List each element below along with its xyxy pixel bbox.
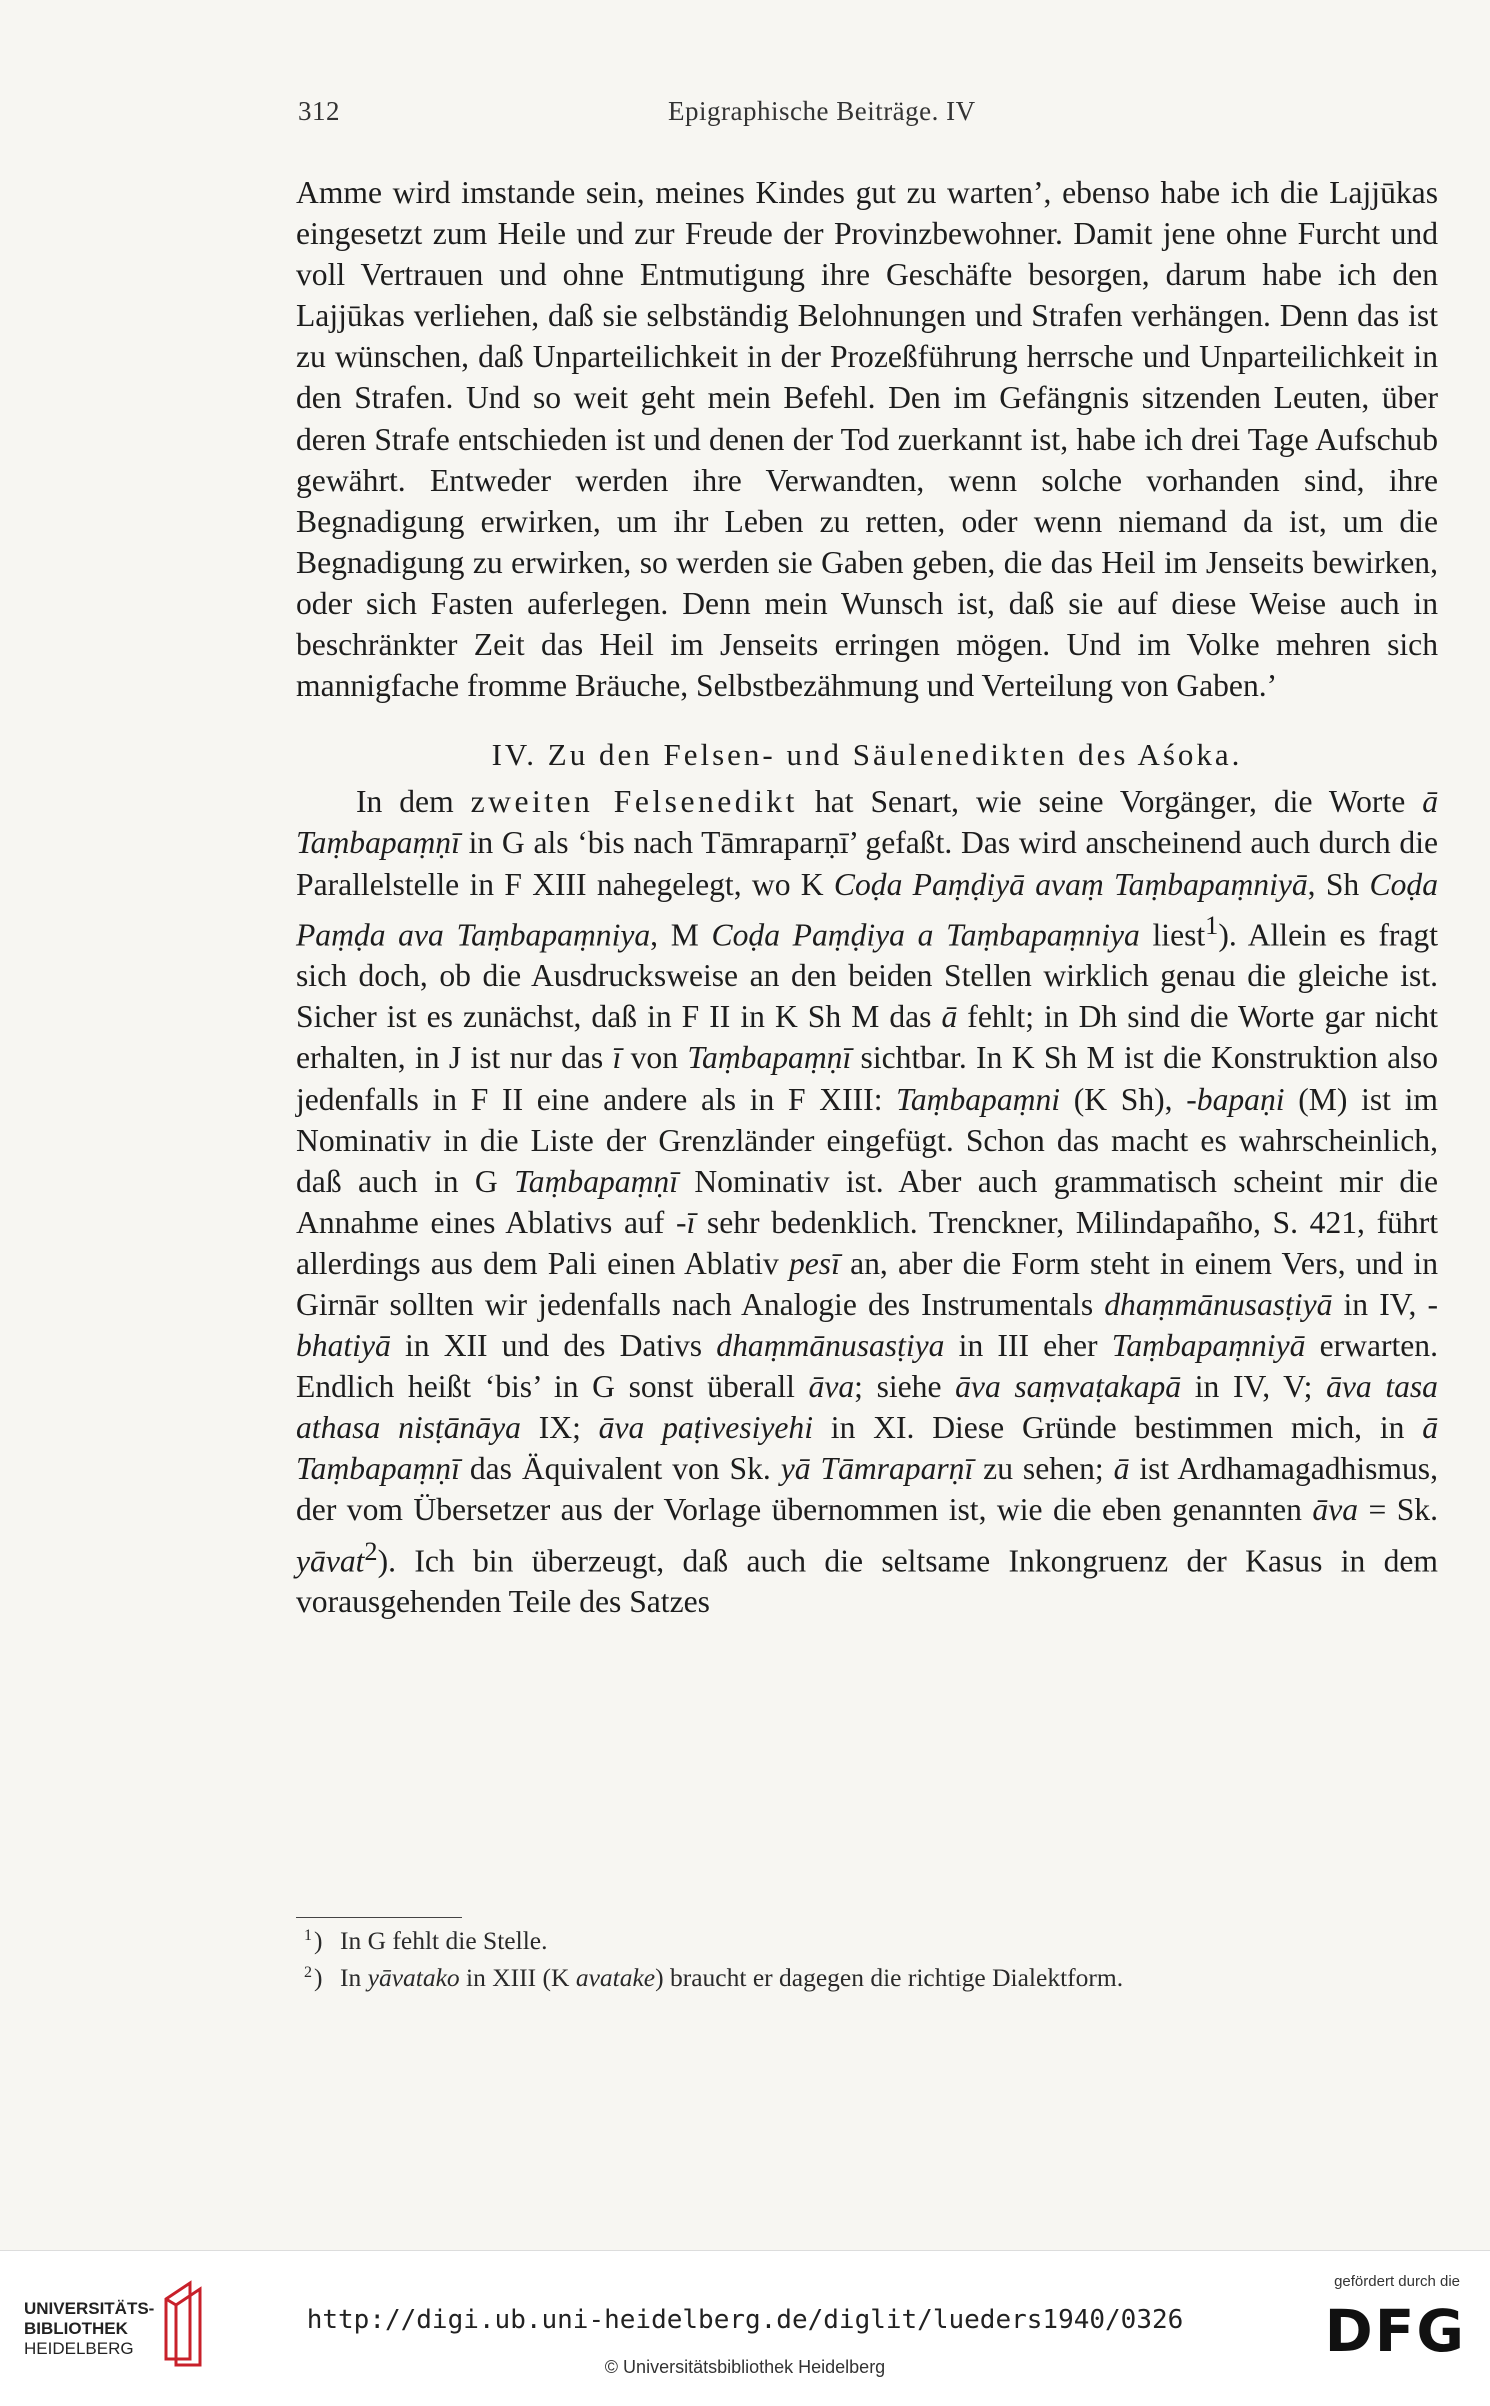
text-run: an, aber die Form steht in einem Vers, und in Girnār sollten wir jedenfalls nach Analogie des Instrumentals xyxy=(296,1245,1438,1322)
footnote-2 xyxy=(304,1959,1440,1996)
text-run-italic: ā xyxy=(941,999,958,1035)
text-run: (K Sh), xyxy=(1060,1081,1187,1117)
footnote-mark: 2 xyxy=(304,1964,312,1981)
text-run-italic: Taṃbapaṃṇī xyxy=(687,1040,852,1076)
text-run: ist Ardhamagadhismus, der vom Übersetzer aus der Vorlage übernommen ist, wie die eben genannten xyxy=(296,1451,1438,1528)
footnote-paren: ) xyxy=(314,1926,323,1955)
text-run-italic: ā Taṃbapaṃṇī xyxy=(296,784,1438,861)
text-run-italic: ā Taṃbapaṃṇī xyxy=(296,1410,1438,1487)
footnote-text: In G fehlt die Stelle. xyxy=(340,1926,548,1955)
dfg-logo: DFG xyxy=(1324,2297,1466,2365)
footnote-ref: 2 xyxy=(364,1536,378,1566)
footnote-mark: 1 xyxy=(304,1927,312,1944)
footnote-paren: ) xyxy=(314,1963,323,1992)
text-run: In dem xyxy=(356,784,471,820)
library-name-line2: BIBLIOTHEK xyxy=(24,2319,128,2338)
text-run: = Sk. xyxy=(1358,1492,1438,1528)
page-number: 312 xyxy=(298,96,340,126)
copyright-notice: © Universitätsbibliothek Heidelberg xyxy=(604,2357,886,2377)
text-run-italic: Coḍa Paṃḍa ava Taṃbapaṃniya xyxy=(296,866,1438,953)
text-run: fehlt; in Dh sind die Worte gar nicht erhalten, in J ist nur das xyxy=(296,999,1438,1076)
footnote-ref: 1 xyxy=(1205,910,1219,940)
footnote-divider xyxy=(296,1917,462,1918)
footnote-text: In xyxy=(340,1963,368,1992)
text-run-spaced: zweiten Felsenedikt xyxy=(470,784,798,820)
footnotes xyxy=(304,1922,1440,1996)
main-text xyxy=(296,172,1438,1622)
funding-caption: gefördert durch die xyxy=(1334,2273,1460,2290)
text-run-italic: āva xyxy=(1312,1492,1359,1528)
digitization-footer xyxy=(0,2250,1490,2406)
paragraph-continuation: Amme wird imstande sein, meines Kindes gut zu warten’, ebenso habe ich die Lajjūkas eingesetzt zum Heile und zur Freude der Provinzbewohner. Damit jene ohne Furcht und voll Vertrauen und ohne Entmutigung ihre Geschäfte besorgen, darum habe ich den Lajjūkas verliehen, daß sie selbständig Belohnungen und Strafen verhängen. Denn das ist zu wünschen, daß Unparteilichkeit in der Prozeßführung herrsche und Unparteilichkeit in den Strafen. Und so weit geht mein Befehl. Den im Gefängnis sitzenden Leuten, über deren Strafe entschieden ist und denen der Tod zuerkannt ist, habe ich drei Tage Aufschub gewährt. Entweder werden ihre Verwandten, wenn solche vorhanden sind, ihre Begnadigung erwirken, um ihr Leben zu retten, oder wenn niemand da ist, um die Begnadigung zu erwirken, so werden sie Gaben geben, die das Heil im Jenseits bewirken, oder sich Fasten auferlegen. Denn mein Wunsch ist, daß sie auf diese Weise auch in beschränkter Zeit das Heil im Jenseits erringen mögen. Und im Volke mehren sich mannigfache fromme Bräuche, Selbstbezähmung und Verteilung von Gaben.’ xyxy=(296,175,1438,704)
text-run-italic: ā xyxy=(1113,1451,1130,1487)
text-run: zu sehen; xyxy=(973,1451,1114,1487)
text-run: das Äquivalent von Sk. xyxy=(459,1451,781,1487)
footnote-text-italic: avatake xyxy=(575,1963,656,1992)
text-run: in III eher xyxy=(944,1328,1112,1364)
text-run-italic: āva xyxy=(808,1369,855,1405)
text-run-italic: pesī xyxy=(788,1245,840,1281)
text-run: ). Allein es fragt sich doch, ob die Ausdrucksweise an den beiden Stellen wirklich genau die gleiche ist. Sicher ist es zunächst, daß in F II in K Sh M das xyxy=(296,917,1438,1035)
text-run: sehr bedenklich. Trenckner, Milindapañho, S. 421, führt allerdings aus dem Pali einen Ablativ xyxy=(296,1204,1438,1281)
text-run: , Sh xyxy=(1307,866,1370,902)
text-run: liest xyxy=(1139,917,1206,953)
text-run: in IV, xyxy=(1332,1286,1428,1322)
text-run-italic: -bapaṇi xyxy=(1186,1081,1285,1117)
text-run: erwarten. Endlich heißt ‘bis’ in G sonst überall xyxy=(296,1328,1438,1405)
text-run: IX; xyxy=(520,1410,599,1446)
section-heading: IV. Zu den Felsen- und Säulenedikten des Aśoka. xyxy=(491,737,1243,773)
text-run-italic: Coḍa Paṃḍiyā avaṃ Taṃbapaṃniyā xyxy=(833,866,1308,902)
paragraph-section-iv xyxy=(296,781,1438,1622)
text-run: hat Senart, wie seine Vorgänger, die Worte xyxy=(797,784,1423,820)
text-run: , M xyxy=(650,917,712,953)
footnote-text: ) braucht er dagegen die richtige Dialektform. xyxy=(655,1963,1124,1992)
text-run-italic: ī xyxy=(612,1040,622,1076)
text-run-italic: -bhatiyā xyxy=(296,1286,1438,1364)
running-title: Epigraphische Beiträge. IV xyxy=(668,96,976,126)
text-run-italic: Coḍa Paṃḍiya a Taṃbapaṃniya xyxy=(711,917,1140,953)
text-run: in XI. Diese Gründe bestimmen mich, in xyxy=(812,1410,1423,1446)
text-run-italic: Taṃbapaṃni xyxy=(896,1081,1061,1117)
text-run-italic: Taṃbapaṃniyā xyxy=(1111,1328,1306,1364)
text-run-italic: yā Tāmraparṇī xyxy=(780,1451,974,1487)
text-run-italic: āva paṭivesiyehi xyxy=(598,1410,813,1446)
text-run-italic: dhaṃmānusasṭiyā xyxy=(1104,1286,1333,1322)
text-run: ; siehe xyxy=(854,1369,956,1405)
text-run: von xyxy=(621,1040,688,1076)
library-name-line3: HEIDELBERG xyxy=(24,2339,134,2358)
text-run: sichtbar. In K Sh M ist die Konstruktion also jedenfalls in F II eine andere als in F XIII: xyxy=(296,1040,1438,1117)
text-run-italic: -ī xyxy=(675,1204,696,1240)
text-run-italic: āva tasa athasa nisṭānāya xyxy=(296,1369,1438,1446)
text-run-italic: yāvat xyxy=(296,1543,365,1579)
text-run: Nominativ ist. Aber auch grammatisch scheint mir die Annahme eines Ablativs auf xyxy=(296,1163,1438,1240)
text-run: in XII und des Dativs xyxy=(390,1328,717,1364)
permalink-url[interactable]: http://digi.ub.uni-heidelberg.de/diglit/lueders1940/0326 xyxy=(306,2305,1184,2335)
library-name-line1: UNIVERSITÄTS- xyxy=(24,2299,155,2318)
text-run: in G als ‘bis nach Tāmraparṇī’ gefaßt. Das wird anscheinend auch durch die Parallelstelle in F XIII nahegelegt, wo K xyxy=(296,825,1438,902)
text-run: in IV, V; xyxy=(1181,1369,1327,1405)
footnote-text-italic: yāvatako xyxy=(367,1963,460,1992)
text-run-italic: āva saṃvaṭakapā xyxy=(955,1369,1182,1405)
text-run: ). Ich bin überzeugt, daß auch die seltsame Inkongruenz der Kasus in dem vorausgehenden Teile des Satzes xyxy=(296,1543,1438,1620)
footnote-text: in XIII (K xyxy=(459,1963,576,1992)
text-run: (M) ist im Nominativ in die Liste der Grenzländer eingefügt. Schon das macht es wahrscheinlich, daß auch in G xyxy=(296,1081,1438,1199)
text-run-italic: dhaṃmānusasṭiya xyxy=(716,1328,945,1364)
text-run-italic: Taṃbapaṃṇī xyxy=(514,1163,678,1199)
footnote-1 xyxy=(304,1922,1440,1959)
